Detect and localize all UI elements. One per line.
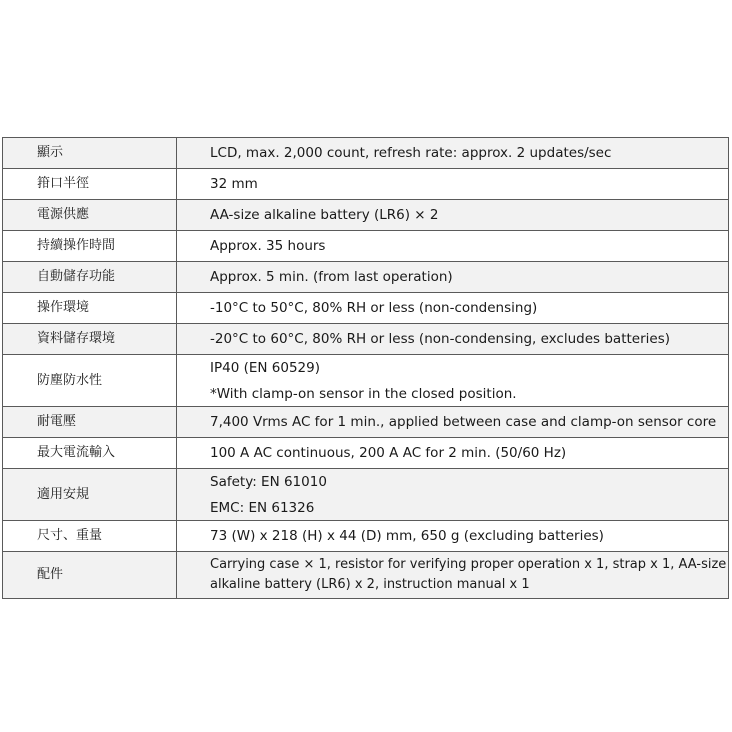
spec-row-storage-environment [3, 324, 729, 355]
spec-value-line: *With clamp-on sensor in the closed position. [210, 385, 517, 402]
spec-value [177, 200, 729, 231]
spec-label: 適用安規 [3, 469, 177, 521]
spec-label: 防塵防水性 [3, 355, 177, 407]
spec-value [177, 438, 729, 469]
spec-value [177, 407, 729, 438]
spec-value-line: IP40 (EN 60529) [210, 359, 320, 376]
spec-value [177, 138, 729, 169]
spec-table [2, 137, 729, 599]
spec-row-dimensions-weight [3, 521, 729, 552]
spec-value [177, 355, 729, 407]
spec-label: 配件 [3, 552, 177, 599]
spec-label: 箝口半徑 [3, 169, 177, 200]
spec-value-line: -10°C to 50°C, 80% RH or less (non-condensing) [210, 300, 538, 316]
spec-row-jaw-diameter [3, 169, 729, 200]
spec-value-line: LCD, max. 2,000 count, refresh rate: approx. 2 updates/sec [210, 145, 612, 161]
spec-value-line: 100 A AC continuous, 200 A AC for 2 min. (50/60 Hz) [210, 445, 567, 461]
spec-value [177, 552, 729, 599]
spec-label: 耐電壓 [3, 407, 177, 438]
spec-value-line: Approx. 35 hours [210, 238, 326, 254]
spec-value-line: Carrying case × 1, resistor for verifying proper operation x 1, strap x 1, AA-size [210, 557, 727, 572]
spec-row-auto-power-save [3, 262, 729, 293]
spec-row-operating-time [3, 231, 729, 262]
spec-value-line: alkaline battery (LR6) x 2, instruction manual x 1 [210, 577, 530, 592]
spec-value-line: -20°C to 60°C, 80% RH or less (non-condensing, excludes batteries) [210, 331, 670, 347]
spec-value [177, 231, 729, 262]
spec-value-line: 7,400 Vrms AC for 1 min., applied between case and clamp-on sensor core [210, 414, 717, 430]
spec-row-dust-water-resistance [3, 355, 729, 407]
spec-label: 尺寸、重量 [3, 521, 177, 552]
spec-row-dielectric-strength [3, 407, 729, 438]
spec-value [177, 262, 729, 293]
spec-value-line: EMC: EN 61326 [210, 499, 315, 516]
spec-value [177, 169, 729, 200]
spec-row-operating-environment [3, 293, 729, 324]
spec-value [177, 469, 729, 521]
spec-label: 自動儲存功能 [3, 262, 177, 293]
spec-value-line: 32 mm [210, 176, 258, 192]
spec-value [177, 521, 729, 552]
spec-label: 操作環境 [3, 293, 177, 324]
spec-label: 電源供應 [3, 200, 177, 231]
spec-value-line: Approx. 5 min. (from last operation) [210, 269, 453, 285]
spec-row-max-input-current [3, 438, 729, 469]
spec-value-line: 73 (W) x 218 (H) x 44 (D) mm, 650 g (excluding batteries) [210, 528, 604, 544]
spec-row-applicable-standards [3, 469, 729, 521]
spec-row-accessories [3, 552, 729, 599]
spec-value [177, 293, 729, 324]
spec-label: 最大電流輸入 [3, 438, 177, 469]
spec-value-line: Safety: EN 61010 [210, 473, 327, 490]
spec-row-power-supply [3, 200, 729, 231]
spec-value-line: AA-size alkaline battery (LR6) × 2 [210, 207, 439, 223]
spec-label: 資料儲存環境 [3, 324, 177, 355]
spec-label: 持續操作時間 [3, 231, 177, 262]
spec-row-display [3, 138, 729, 169]
spec-label: 顯示 [3, 138, 177, 169]
spec-value [177, 324, 729, 355]
